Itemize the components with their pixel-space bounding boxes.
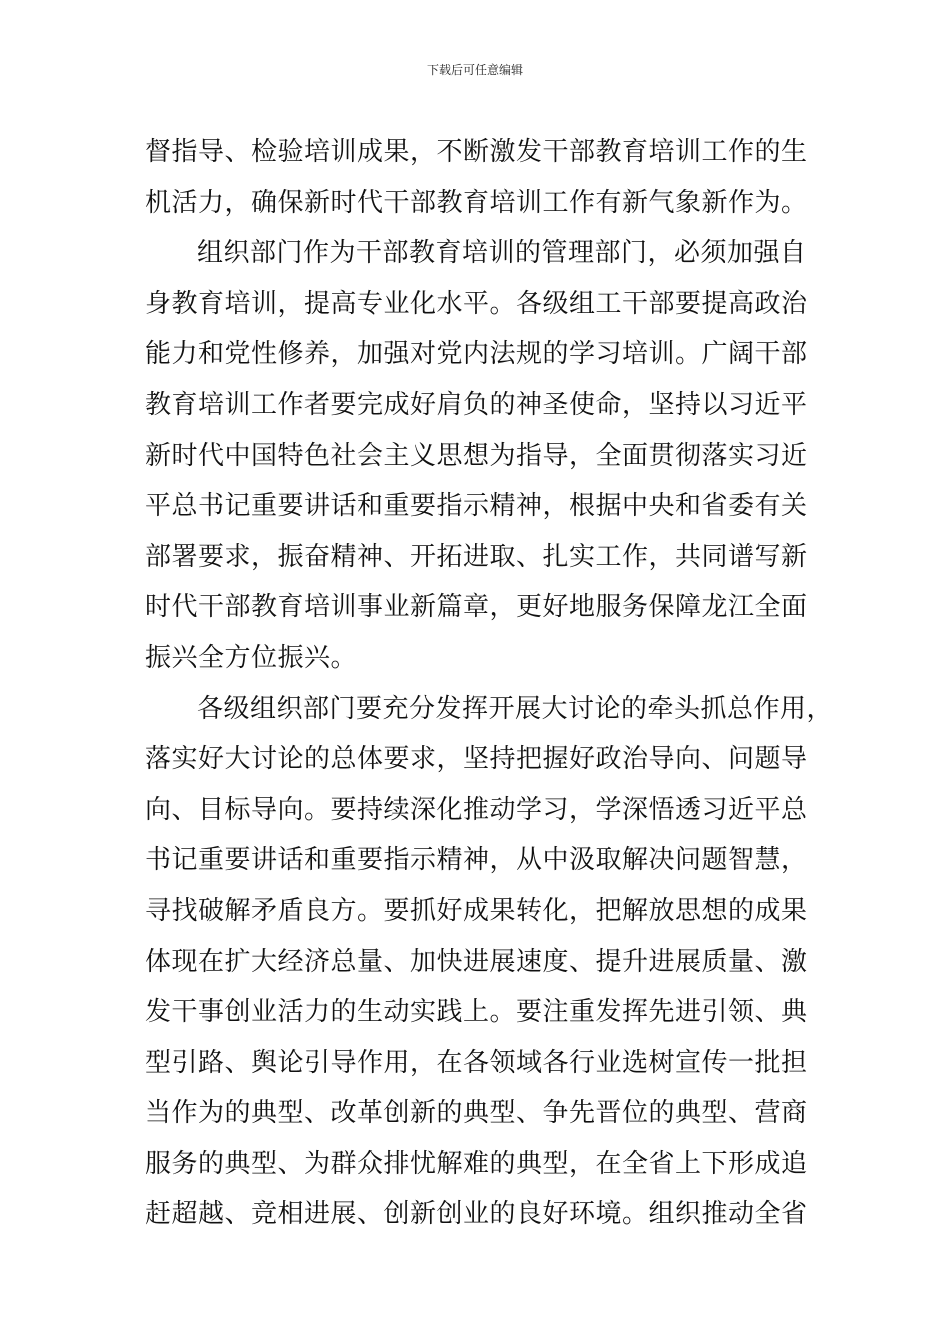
paragraph-2-line-9: 振兴全方位振兴。 xyxy=(145,642,358,673)
paragraph-3-line-2: 落实好大讨论的总体要求，坚持把握好政治导向、问题导 xyxy=(145,744,808,775)
paragraph-3-line-11: 赶超越、竞相进展、创新创业的良好环境。组织推动全省 xyxy=(145,1199,808,1230)
paragraph-2-line-7: 部署要求，振奋精神、开拓进取、扎实工作，共同谱写新 xyxy=(145,541,808,572)
paragraph-3-line-8: 型引路、舆论引导作用，在各领域各行业选树宣传一批担 xyxy=(145,1047,808,1078)
paragraph-2-line-4: 教育培训工作者要完成好肩负的神圣使命，坚持以习近平 xyxy=(145,389,808,420)
paragraph-1-line-2: 机活力，确保新时代干部教育培训工作有新气象新作为。 xyxy=(145,187,808,218)
paragraph-3-line-1: 各级组织部门要充分发挥开展大讨论的牵头抓总作用， xyxy=(197,693,834,724)
paragraph-1-line-1: 督指导、检验培训成果，不断激发干部教育培训工作的生 xyxy=(145,137,808,167)
paragraph-3-line-6: 体现在扩大经济总量、加快进展速度、提升进展质量、激 xyxy=(145,946,808,977)
paragraph-3-line-3: 向、目标导向。要持续深化推动学习，学深悟透习近平总 xyxy=(145,794,808,825)
paragraph-3-line-5: 寻找破解矛盾良方。要抓好成果转化，把解放思想的成果 xyxy=(145,895,808,926)
paragraph-3-line-7: 发干事创业活力的生动实践上。要注重发挥先进引领、典 xyxy=(145,997,808,1028)
page-header-note: 下载后可任意编辑 xyxy=(426,63,523,77)
paragraph-2-line-3: 能力和党性修养，加强对党内法规的学习培训。广阔干部 xyxy=(145,339,808,370)
paragraph-2-line-1: 组织部门作为干部教育培训的管理部门，必须加强自 xyxy=(197,238,807,269)
paragraph-3-line-10: 服务的典型、为群众排忧解难的典型，在全省上下形成追 xyxy=(145,1148,808,1179)
paragraph-2-line-2: 身教育培训，提高专业化水平。各级组工干部要提高政治 xyxy=(145,288,808,319)
paragraph-2-line-5: 新时代中国特色社会主义思想为指导，全面贯彻落实习近 xyxy=(145,440,808,471)
paragraph-2-line-8: 时代干部教育培训事业新篇章，更好地服务保障龙江全面 xyxy=(145,592,808,623)
document-body xyxy=(145,127,834,1240)
paragraph-3-line-4: 书记重要讲话和重要指示精神，从中汲取解决问题智慧， xyxy=(145,845,808,876)
paragraph-3-line-9: 当作为的典型、改革创新的典型、争先晋位的典型、营商 xyxy=(145,1098,808,1129)
paragraph-2-line-6: 平总书记重要讲话和重要指示精神，根据中央和省委有关 xyxy=(145,491,808,522)
